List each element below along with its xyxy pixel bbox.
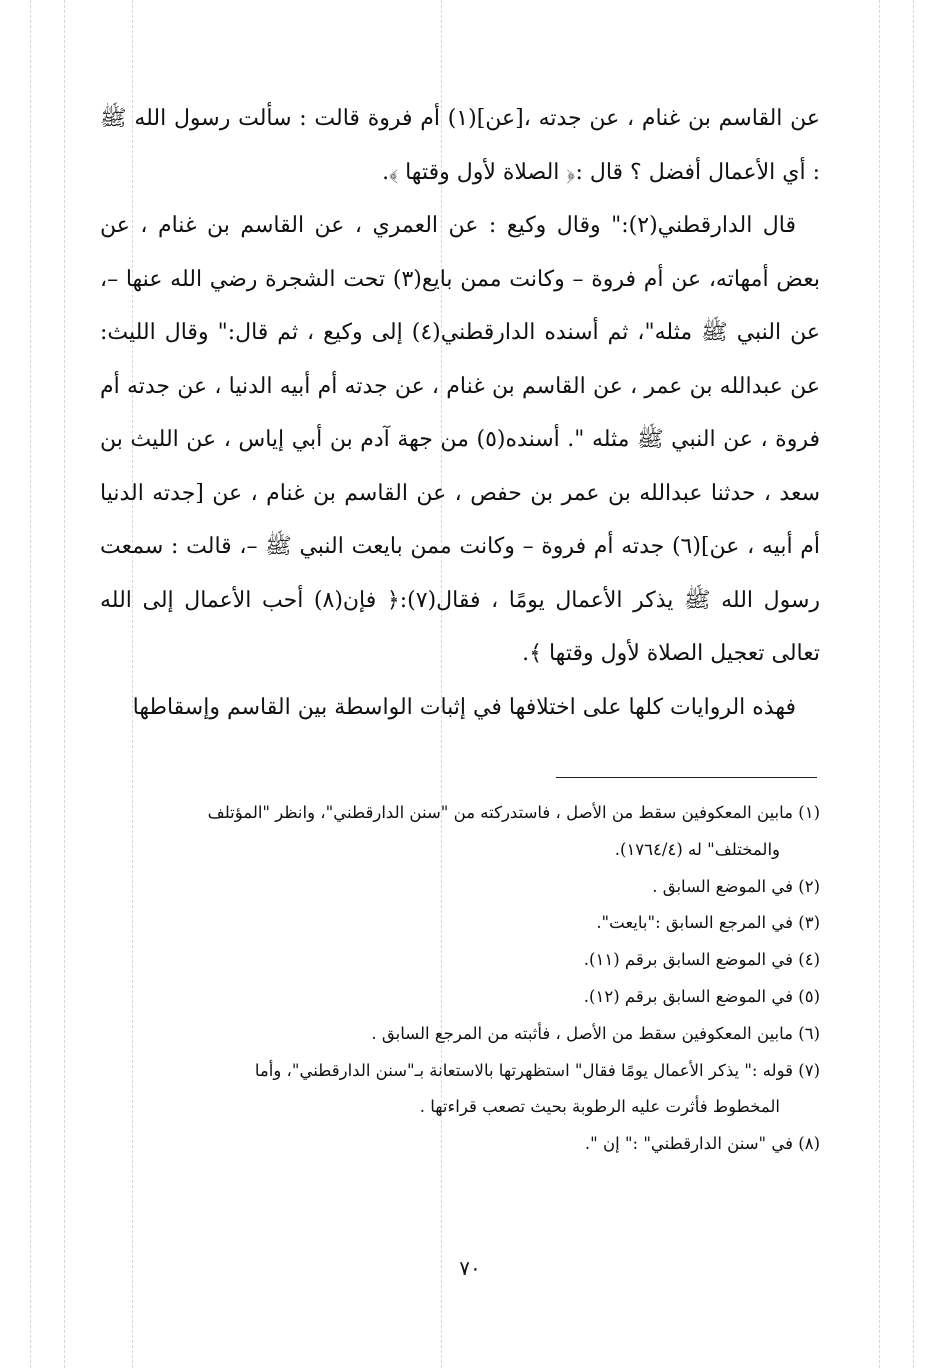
footnote: (٨) في "سنن الدارقطني" :" إن ".: [584, 1134, 820, 1154]
paragraph: قال الدارقطني(٢):" وقال وكيع : عن العمري ، عن القاسم بن غنام ، عن بعض أمهاته، عن أم فروة – وكانت ممن بايع(٣) تحت الشجرة رضي الله عنها –، عن النبي ﷺ مثله"، ثم أسنده الدارقطني(٤) إلى وكيع ، ثم قال:" وقال الليث: عن عبدالله بن عمر ، عن القاسم بن غنام ، عن جدته أم أبيه الدنيا ، عن جدته أم فروة ، عن النبي ﷺ مثله ". أسنده(٥) من جهة آدم بن أبي إياس ، عن الليث بن سعد ، حدثنا عبدالله بن عمر بن حفص ، عن القاسم بن غنام ، عن [جدته الدنيا أم أبيه ، عن](٦) جدته أم فروة – وكانت ممن بايعت النبي ﷺ –، قالت : سمعت رسول الله ﷺ يذكر الأعمال يومًا ، فقال(٧):﴿ فإن(٨) أحب الأعمال إلى الله تعالى تعجيل الصلاة لأول وقتها ﴾.: [100, 213, 821, 666]
footnote: (٢) في الموضع السابق .: [652, 876, 820, 896]
footnote: (٧) قوله :" يذكر الأعمال يومًا فقال" استظهرتها بالاستعانة بـ"سنن الدارقطني"، وأما: [254, 1060, 820, 1080]
main-body-text: [100, 92, 820, 734]
scan-guide-line: [30, 0, 31, 1368]
paragraph: عن القاسم بن غنام ، عن جدته ،[عن](١) أم فروة قالت : سألت رسول الله ﷺ : أي الأعمال أفضل ؟ قال :﴿ الصلاة لأول وقتها ﴾.: [100, 106, 820, 185]
footnote-continuation: المخطوط فأثرت عليه الرطوبة بحيث تصعب قراءتها .: [419, 1097, 780, 1117]
footnote: (١) مابين المعكوفين سقط من الأصل ، فاستدركته من "سنن الدارقطني"، وانظر "المؤتلف: [207, 803, 820, 822]
footnotes-section: [100, 795, 820, 1163]
footnote: (٤) في الموضع السابق برقم (١١).: [583, 950, 820, 970]
scan-guide-line: [879, 0, 880, 1368]
footnote-separator: [556, 777, 817, 778]
scan-guide-line: [913, 0, 914, 1368]
page-number: ٧٠: [459, 1256, 481, 1280]
paragraph: فهذه الروايات كلها على اختلافها في إثبات الواسطة بين القاسم وإسقاطها: [132, 694, 796, 720]
footnote: (٣) في المرجع السابق :"بايعت".: [596, 913, 820, 933]
footnote-continuation: والمختلف" له (١٧٦٤/٤).: [614, 839, 780, 859]
scan-guide-line: [64, 0, 65, 1368]
footnote: (٦) مابين المعكوفين سقط من الأصل ، فأثبته من المرجع السابق .: [371, 1023, 820, 1043]
footnote: (٥) في الموضع السابق برقم (١٢).: [583, 986, 820, 1006]
